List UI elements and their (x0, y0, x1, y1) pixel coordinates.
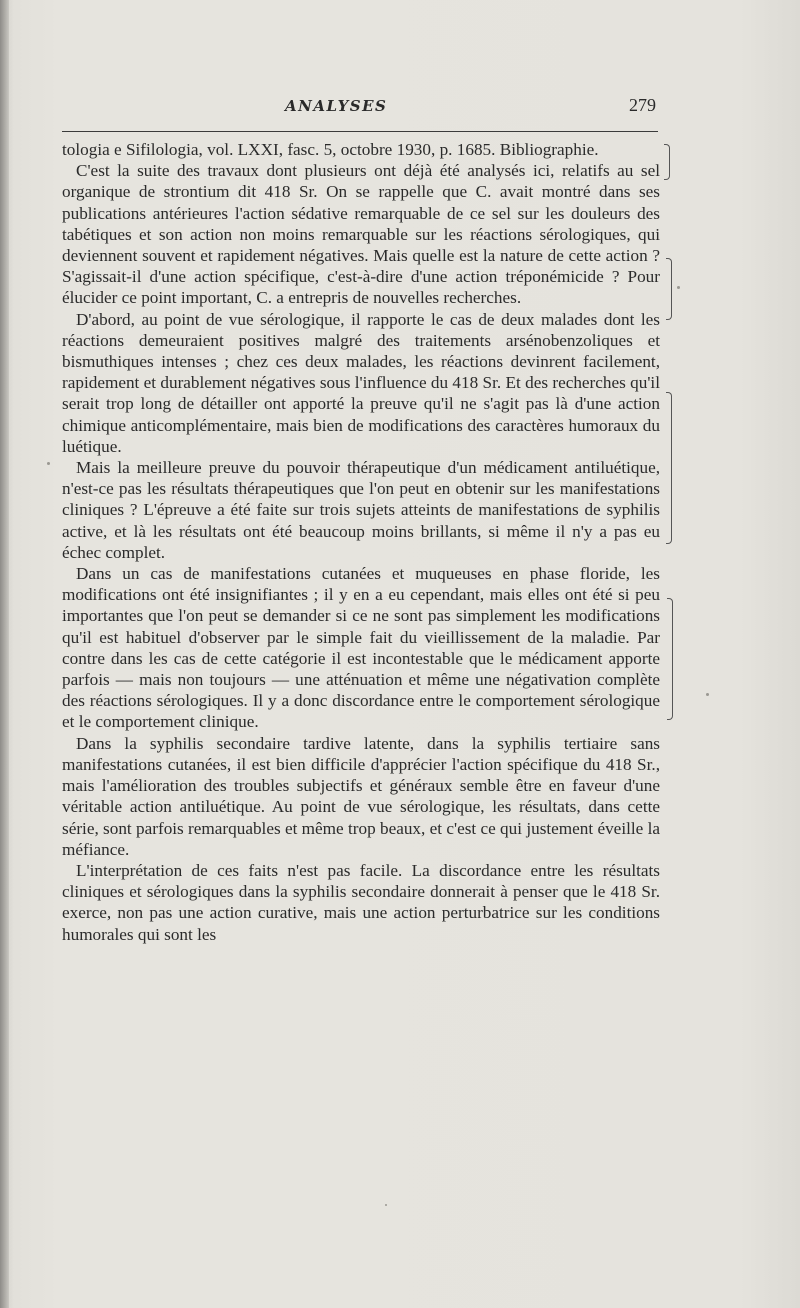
margin-tick-mark (677, 286, 680, 289)
margin-brace-mark (667, 598, 673, 720)
paragraph: C'est la suite des travaux dont plusieurs ont déjà été analysés ici, relatifs au sel organique de strontium dit 418 Sr. On se rappelle que C. avait montré dans ses publications antérieures l'action sédative remarquable de ce sel sur les douleurs des tabétiques et son action non moins remarquable sur les réactions sérologiques, qui deviennent souvent et rapidement négatives. Mais quelle est la nature de cette action ? S'agissait-il d'une action spécifique, c'est-à-dire d'une action tréponémicide ? Pour élucider ce point important, C. a entrepris de nouvelles recherches. (62, 161, 660, 308)
running-head: ANALYSES (285, 97, 388, 115)
paragraph: D'abord, au point de vue sérologique, il rapporte le cas de deux malades dont les réactions demeuraient positives malgré des traitements arsénobenzoliques et bismuthiques intenses ; chez ces deux malades, les réactions devinrent facilement, rapidement et durablement négatives sous l'influence du 418 Sr. Et des recherches qu'il serait trop long de détailler ont apporté la preuve qu'il ne s'agit pas là d'une action chimique anticomplémentaire, mais bien de modifications des caractères humoraux du luétique. (62, 309, 660, 456)
margin-tick-mark (706, 693, 709, 696)
paragraph: Mais la meilleure preuve du pouvoir thérapeutique d'un médicament antiluétique, n'est-ce pas les résultats thérapeutiques que l'on peut en obtenir sur les manifestations cliniques ? L'épreuve a été faite sur trois sujets atteints de manifestations de syphilis active, et là les résultats ont été beaucoup moins brillants, si même il n'y a pas eu échec complet. (62, 458, 660, 562)
margin-brace-mark (666, 258, 672, 320)
page-header (62, 95, 660, 119)
paragraph: Dans un cas de manifestations cutanées et muqueuses en phase floride, les modifications ont été insignifiantes ; il y en a eu cependant, mais elles ont été si peu importantes que l'on peut se demander si ce ne sont pas simplement les modifications qu'il est habituel d'observer par le simple fait du vieillissement de la maladie. Par contre dans les cas de cette catégorie il est incontestable que le médicament apporte parfois — mais non toujours — une atténuation et même une négativation complète des réactions sérologiques. Il y a donc discordance entre le comportement sérologique et le comportement clinique. (62, 564, 660, 732)
margin-brace-mark (666, 392, 672, 544)
article-body (62, 139, 660, 945)
margin-brace-mark (664, 144, 670, 180)
header-rule (62, 131, 658, 132)
citation-continuation: tologia e Sifilologia, vol. LXXI, fasc. 5, octobre 1930, p. 1685. Bibliographie. (62, 140, 599, 159)
page-number: 279 (629, 95, 656, 115)
margin-dot-mark (47, 462, 50, 465)
paragraph: Dans la syphilis secondaire tardive latente, dans la syphilis tertiaire sans manifestations cutanées, il est bien difficile d'apprécier l'action spécifique du 418 Sr., mais l'amélioration des troubles subjectifs et généraux semble être en faveur d'une véritable action antiluétique. Au point de vue sérologique, les résultats, dans cette série, sont parfois remarquables et même trop beaux, et c'est ce qui justement éveille la méfiance. (62, 733, 660, 859)
binding-gutter (0, 0, 9, 1308)
paper-speck (385, 1204, 387, 1206)
paragraph: L'interprétation de ces faits n'est pas facile. La discordance entre les résultats cliniques et sérologiques dans la syphilis secondaire donnerait à penser que le 418 Sr. exerce, non pas une action curative, mais une action perturbatrice sur les conditions humorales qui sont les (62, 860, 660, 944)
